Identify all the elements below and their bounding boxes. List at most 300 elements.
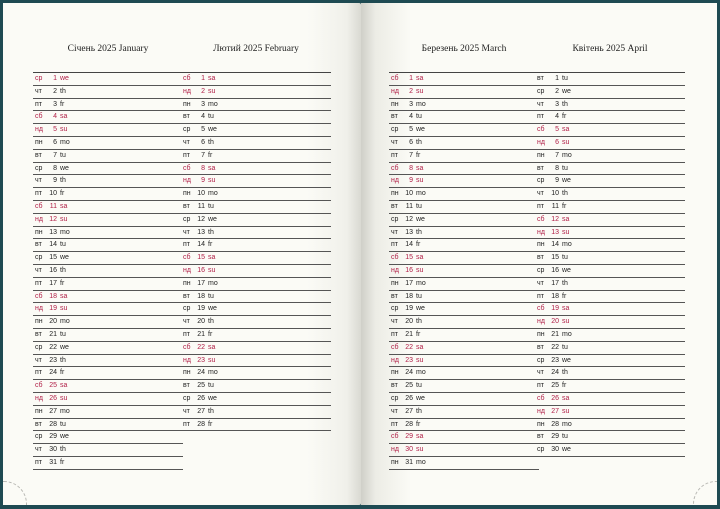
day-number: 8 xyxy=(555,164,559,172)
weekday-abbrev: we xyxy=(60,343,69,351)
day-row xyxy=(33,137,183,150)
weekday-label: вт xyxy=(183,113,190,121)
weekday-label: ср xyxy=(537,87,545,95)
day-number: 20 xyxy=(197,318,205,326)
day-number: 28 xyxy=(49,420,57,428)
day-number: 4 xyxy=(409,113,413,121)
weekday-label: нд xyxy=(537,228,545,236)
weekday-label: нд xyxy=(391,87,399,95)
day-row xyxy=(389,457,539,470)
day-number: 26 xyxy=(197,394,205,402)
weekday-label: сб xyxy=(391,164,399,172)
weekday-label: пн xyxy=(391,369,399,377)
weekday-abbrev: tu xyxy=(562,254,568,262)
weekday-label: сб xyxy=(35,113,43,121)
day-row xyxy=(33,239,183,252)
day-number: 27 xyxy=(551,407,559,415)
weekday-abbrev: mo xyxy=(562,241,572,249)
weekday-label: нд xyxy=(35,394,43,402)
day-number: 18 xyxy=(197,292,205,300)
left-page xyxy=(3,3,361,505)
weekday-label: пн xyxy=(391,190,399,198)
day-number: 11 xyxy=(551,202,559,210)
day-number: 17 xyxy=(405,279,413,287)
day-row xyxy=(181,367,331,380)
month-title: Квітень 2025 April xyxy=(572,44,648,54)
weekday-abbrev: su xyxy=(208,87,216,95)
weekday-abbrev: tu xyxy=(60,330,66,338)
day-number: 10 xyxy=(49,190,57,198)
weekday-label: пт xyxy=(537,113,544,121)
day-row xyxy=(535,163,685,176)
day-number: 2 xyxy=(409,87,413,95)
weekday-abbrev: fr xyxy=(562,292,567,300)
weekday-abbrev: su xyxy=(416,87,424,95)
day-number: 31 xyxy=(405,458,413,466)
weekday-label: чт xyxy=(537,279,544,287)
day-number: 20 xyxy=(49,318,57,326)
weekday-abbrev: sa xyxy=(416,433,424,441)
day-row xyxy=(181,252,331,265)
day-number: 20 xyxy=(551,318,559,326)
day-row xyxy=(181,355,331,368)
day-row xyxy=(535,431,685,444)
weekday-label: сб xyxy=(35,292,43,300)
day-row xyxy=(535,444,685,457)
weekday-label: пт xyxy=(391,330,398,338)
day-number: 21 xyxy=(405,330,413,338)
day-number: 19 xyxy=(49,305,57,313)
weekday-abbrev: sa xyxy=(562,215,570,223)
day-row xyxy=(33,367,183,380)
weekday-abbrev: we xyxy=(60,254,69,262)
day-number: 10 xyxy=(197,190,205,198)
day-number: 28 xyxy=(405,420,413,428)
day-row xyxy=(389,86,539,99)
weekday-abbrev: tu xyxy=(60,241,66,249)
weekday-abbrev: tu xyxy=(208,292,214,300)
day-row xyxy=(181,188,331,201)
day-row xyxy=(535,303,685,316)
weekday-abbrev: we xyxy=(562,446,571,454)
weekday-abbrev: sa xyxy=(208,75,216,82)
day-row xyxy=(33,329,183,342)
day-number: 7 xyxy=(201,151,205,159)
day-number: 30 xyxy=(405,446,413,454)
weekday-label: пт xyxy=(183,420,190,428)
weekday-abbrev: mo xyxy=(60,138,70,146)
day-number: 6 xyxy=(555,138,559,146)
day-number: 4 xyxy=(53,113,57,121)
day-number: 21 xyxy=(551,330,559,338)
weekday-abbrev: su xyxy=(208,356,216,364)
weekday-label: пн xyxy=(35,318,43,326)
weekday-abbrev: th xyxy=(416,228,422,236)
weekday-label: пн xyxy=(391,100,399,108)
weekday-abbrev: th xyxy=(562,190,568,198)
day-row xyxy=(181,303,331,316)
day-row xyxy=(535,291,685,304)
weekday-abbrev: we xyxy=(416,305,425,313)
weekday-abbrev: fr xyxy=(416,420,421,428)
day-row xyxy=(535,111,685,124)
weekday-label: ср xyxy=(537,177,545,185)
weekday-abbrev: tu xyxy=(208,382,214,390)
weekday-abbrev: we xyxy=(562,356,571,364)
weekday-label: нд xyxy=(183,356,191,364)
day-number: 1 xyxy=(53,75,57,82)
weekday-label: сб xyxy=(537,394,545,402)
day-number: 6 xyxy=(53,138,57,146)
weekday-abbrev: su xyxy=(60,305,68,313)
day-row xyxy=(389,303,539,316)
day-number: 7 xyxy=(53,151,57,159)
day-row xyxy=(33,380,183,393)
day-row xyxy=(389,73,539,86)
day-row xyxy=(33,163,183,176)
weekday-abbrev: fr xyxy=(416,330,421,338)
day-number: 8 xyxy=(53,164,57,172)
weekday-abbrev: tu xyxy=(416,202,422,210)
weekday-abbrev: we xyxy=(208,305,217,313)
weekday-label: сб xyxy=(35,382,43,390)
day-number: 13 xyxy=(49,228,57,236)
day-row xyxy=(535,342,685,355)
day-row xyxy=(181,239,331,252)
weekday-label: вт xyxy=(391,113,398,121)
weekday-abbrev: mo xyxy=(60,318,70,326)
weekday-label: ср xyxy=(391,394,399,402)
weekday-label: сб xyxy=(35,202,43,210)
weekday-abbrev: mo xyxy=(60,407,70,415)
day-row xyxy=(181,201,331,214)
day-number: 17 xyxy=(551,279,559,287)
day-row xyxy=(33,265,183,278)
day-number: 12 xyxy=(405,215,413,223)
weekday-label: ср xyxy=(35,343,43,351)
weekday-abbrev: sa xyxy=(208,164,216,172)
weekday-abbrev: fr xyxy=(60,279,65,287)
weekday-abbrev: th xyxy=(60,446,66,454)
weekday-label: чт xyxy=(537,100,544,108)
day-number: 31 xyxy=(49,458,57,466)
day-row xyxy=(33,73,183,86)
day-number: 29 xyxy=(49,433,57,441)
weekday-label: пт xyxy=(183,330,190,338)
day-number: 26 xyxy=(551,394,559,402)
weekday-label: вт xyxy=(183,382,190,390)
weekday-label: пт xyxy=(183,241,190,249)
day-number: 28 xyxy=(197,420,205,428)
weekday-label: пн xyxy=(537,420,545,428)
weekday-abbrev: fr xyxy=(60,369,65,377)
day-row xyxy=(33,316,183,329)
day-number: 9 xyxy=(555,177,559,185)
weekday-abbrev: fr xyxy=(562,382,567,390)
day-row xyxy=(389,163,539,176)
day-number: 25 xyxy=(405,382,413,390)
day-row xyxy=(181,291,331,304)
day-row xyxy=(33,86,183,99)
day-row xyxy=(389,278,539,291)
day-row xyxy=(33,457,183,470)
day-number: 10 xyxy=(405,190,413,198)
weekday-abbrev: su xyxy=(60,394,68,402)
weekday-abbrev: we xyxy=(208,215,217,223)
day-number: 24 xyxy=(197,369,205,377)
weekday-abbrev: we xyxy=(562,177,571,185)
day-row xyxy=(535,367,685,380)
day-row xyxy=(389,188,539,201)
day-number: 7 xyxy=(555,151,559,159)
weekday-label: нд xyxy=(391,177,399,185)
weekday-label: вт xyxy=(537,75,544,82)
day-row xyxy=(33,150,183,163)
weekday-label: вт xyxy=(35,330,42,338)
weekday-abbrev: we xyxy=(416,126,425,134)
weekday-label: чт xyxy=(35,266,42,274)
weekday-abbrev: we xyxy=(60,75,69,82)
day-row xyxy=(389,380,539,393)
weekday-abbrev: th xyxy=(60,266,66,274)
weekday-abbrev: th xyxy=(416,407,422,415)
weekday-label: вт xyxy=(537,433,544,441)
weekday-abbrev: fr xyxy=(60,100,65,108)
day-row xyxy=(535,73,685,86)
day-number: 27 xyxy=(49,407,57,415)
weekday-abbrev: th xyxy=(208,228,214,236)
weekday-label: вт xyxy=(391,382,398,390)
day-number: 5 xyxy=(409,126,413,134)
day-row xyxy=(535,150,685,163)
weekday-label: пт xyxy=(183,151,190,159)
day-row xyxy=(535,175,685,188)
day-row xyxy=(535,278,685,291)
day-number: 20 xyxy=(405,318,413,326)
day-row xyxy=(535,393,685,406)
weekday-label: чт xyxy=(35,87,42,95)
weekday-label: чт xyxy=(391,407,398,415)
weekday-label: ср xyxy=(391,126,399,134)
day-number: 19 xyxy=(197,305,205,313)
day-row xyxy=(33,303,183,316)
weekday-abbrev: th xyxy=(208,138,214,146)
day-number: 23 xyxy=(197,356,205,364)
day-row xyxy=(181,316,331,329)
weekday-abbrev: mo xyxy=(562,151,572,159)
day-row xyxy=(389,175,539,188)
day-number: 5 xyxy=(555,126,559,134)
weekday-abbrev: mo xyxy=(208,369,218,377)
weekday-label: сб xyxy=(391,433,399,441)
day-row xyxy=(181,406,331,419)
day-row xyxy=(33,278,183,291)
weekday-label: пн xyxy=(183,190,191,198)
day-number: 11 xyxy=(49,202,57,210)
weekday-abbrev: tu xyxy=(416,113,422,121)
weekday-abbrev: sa xyxy=(60,292,68,300)
day-number: 19 xyxy=(405,305,413,313)
day-row xyxy=(181,137,331,150)
day-row xyxy=(181,329,331,342)
weekday-label: сб xyxy=(391,343,399,351)
weekday-abbrev: th xyxy=(562,369,568,377)
day-row xyxy=(181,99,331,112)
day-number: 28 xyxy=(551,420,559,428)
day-number: 13 xyxy=(405,228,413,236)
weekday-abbrev: th xyxy=(416,318,422,326)
weekday-label: вт xyxy=(35,241,42,249)
day-number: 25 xyxy=(551,382,559,390)
weekday-label: сб xyxy=(183,164,191,172)
day-number: 8 xyxy=(201,164,205,172)
day-number: 15 xyxy=(551,254,559,262)
day-number: 2 xyxy=(201,87,205,95)
day-number: 11 xyxy=(405,202,413,210)
day-number: 27 xyxy=(405,407,413,415)
day-row xyxy=(181,278,331,291)
day-number: 13 xyxy=(197,228,205,236)
day-row xyxy=(33,291,183,304)
day-row xyxy=(389,342,539,355)
day-row xyxy=(389,367,539,380)
weekday-abbrev: fr xyxy=(416,151,421,159)
day-row xyxy=(535,137,685,150)
day-row xyxy=(535,188,685,201)
weekday-label: пн xyxy=(183,100,191,108)
day-list xyxy=(389,72,539,470)
day-row xyxy=(535,124,685,137)
day-row xyxy=(181,163,331,176)
day-number: 24 xyxy=(551,369,559,377)
day-list xyxy=(33,72,183,470)
weekday-label: вт xyxy=(391,292,398,300)
day-row xyxy=(389,444,539,457)
weekday-label: пт xyxy=(35,279,42,287)
weekday-label: пн xyxy=(391,458,399,466)
weekday-label: пн xyxy=(391,279,399,287)
day-row xyxy=(181,175,331,188)
day-row xyxy=(33,201,183,214)
weekday-label: сб xyxy=(391,254,399,262)
day-number: 7 xyxy=(409,151,413,159)
weekday-abbrev: we xyxy=(60,433,69,441)
day-row xyxy=(181,419,331,432)
day-number: 12 xyxy=(551,215,559,223)
weekday-label: пн xyxy=(183,369,191,377)
weekday-abbrev: we xyxy=(562,87,571,95)
day-row xyxy=(33,188,183,201)
weekday-label: чт xyxy=(537,369,544,377)
weekday-label: чт xyxy=(183,318,190,326)
weekday-abbrev: tu xyxy=(416,382,422,390)
day-number: 13 xyxy=(551,228,559,236)
day-number: 24 xyxy=(405,369,413,377)
weekday-label: сб xyxy=(537,305,545,313)
day-number: 2 xyxy=(555,87,559,95)
day-row xyxy=(33,175,183,188)
day-number: 3 xyxy=(201,100,205,108)
weekday-label: сб xyxy=(391,75,399,82)
weekday-abbrev: sa xyxy=(60,113,68,121)
weekday-abbrev: we xyxy=(60,164,69,172)
day-row xyxy=(535,265,685,278)
weekday-label: вт xyxy=(183,202,190,210)
day-number: 16 xyxy=(197,266,205,274)
weekday-abbrev: mo xyxy=(208,100,218,108)
day-row xyxy=(181,227,331,240)
weekday-abbrev: sa xyxy=(562,394,570,402)
weekday-abbrev: mo xyxy=(208,279,218,287)
day-number: 15 xyxy=(405,254,413,262)
day-row xyxy=(389,111,539,124)
weekday-abbrev: we xyxy=(208,126,217,134)
weekday-abbrev: tu xyxy=(60,151,66,159)
day-row xyxy=(181,342,331,355)
weekday-abbrev: tu xyxy=(562,343,568,351)
weekday-abbrev: tu xyxy=(208,113,214,121)
weekday-abbrev: su xyxy=(60,126,68,134)
day-number: 18 xyxy=(551,292,559,300)
day-row xyxy=(389,137,539,150)
weekday-abbrev: we xyxy=(416,215,425,223)
weekday-label: сб xyxy=(183,75,191,82)
day-row xyxy=(181,214,331,227)
day-number: 30 xyxy=(49,446,57,454)
day-row xyxy=(535,252,685,265)
weekday-abbrev: su xyxy=(562,318,570,326)
day-row xyxy=(33,419,183,432)
weekday-label: сб xyxy=(183,343,191,351)
weekday-abbrev: su xyxy=(562,407,570,415)
day-row xyxy=(181,73,331,86)
day-row xyxy=(389,214,539,227)
weekday-abbrev: sa xyxy=(562,305,570,313)
weekday-abbrev: sa xyxy=(562,126,570,134)
day-row xyxy=(181,393,331,406)
weekday-label: нд xyxy=(35,215,43,223)
weekday-abbrev: sa xyxy=(416,343,424,351)
weekday-label: вт xyxy=(537,164,544,172)
weekday-label: вт xyxy=(537,254,544,262)
day-number: 23 xyxy=(49,356,57,364)
weekday-abbrev: sa xyxy=(416,254,424,262)
day-number: 5 xyxy=(53,126,57,134)
day-row xyxy=(33,393,183,406)
day-number: 18 xyxy=(49,292,57,300)
day-row xyxy=(535,214,685,227)
day-number: 4 xyxy=(555,113,559,121)
day-row xyxy=(389,316,539,329)
weekday-abbrev: fr xyxy=(208,151,213,159)
day-number: 18 xyxy=(405,292,413,300)
day-list xyxy=(535,72,685,457)
day-number: 3 xyxy=(555,100,559,108)
weekday-abbrev: fr xyxy=(60,190,65,198)
weekday-abbrev: mo xyxy=(416,279,426,287)
weekday-label: нд xyxy=(391,266,399,274)
day-number: 24 xyxy=(49,369,57,377)
day-row xyxy=(535,239,685,252)
day-number: 9 xyxy=(53,177,57,185)
weekday-label: чт xyxy=(537,190,544,198)
weekday-label: ср xyxy=(35,254,43,262)
weekday-abbrev: th xyxy=(60,356,66,364)
day-number: 9 xyxy=(409,177,413,185)
weekday-label: чт xyxy=(35,446,42,454)
weekday-label: чт xyxy=(391,138,398,146)
day-row xyxy=(181,124,331,137)
